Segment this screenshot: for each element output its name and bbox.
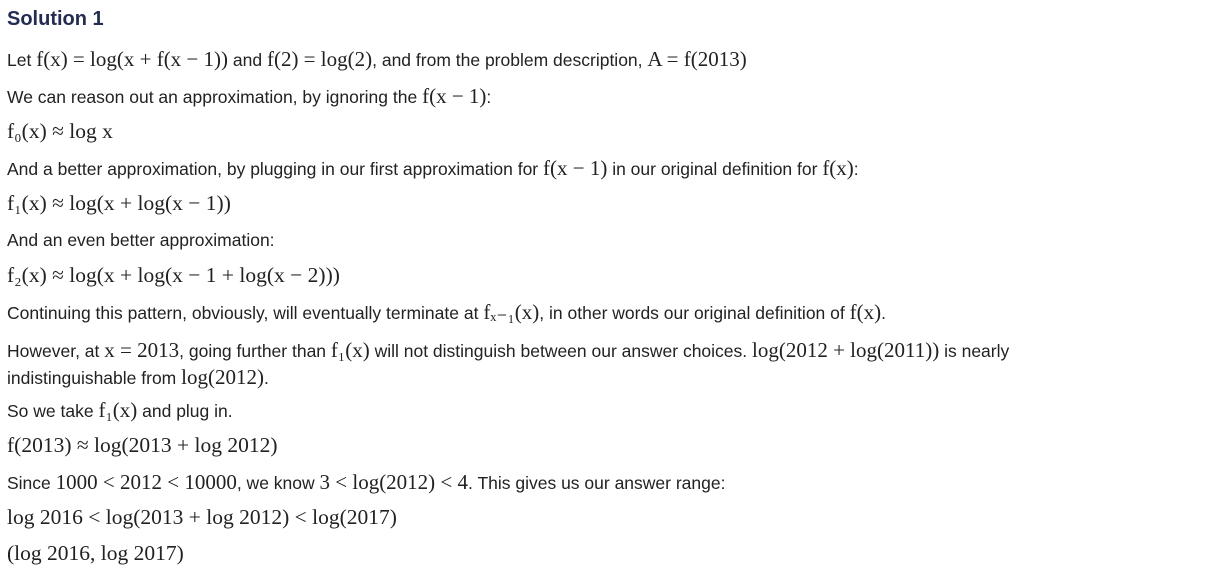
math-expression: f(x) bbox=[822, 156, 854, 180]
text-segment: and plug in. bbox=[137, 401, 233, 421]
math-expression: f(2) = log(2) bbox=[266, 47, 373, 71]
math-expression: f(x − 1) bbox=[422, 84, 487, 108]
math-expression: A = f(2013) bbox=[647, 47, 747, 71]
math-expression: 3 < log(2012) < 4 bbox=[319, 470, 469, 494]
math-expression: f₀(x) ≈ log x bbox=[7, 119, 113, 143]
text-line bbox=[7, 157, 859, 180]
text-segment: Let bbox=[7, 50, 37, 70]
text-line bbox=[7, 48, 747, 71]
text-segment: . bbox=[881, 303, 886, 323]
math-expression: fₓ₋₁(x) bbox=[483, 300, 540, 324]
math-expression: f₁(x) bbox=[330, 338, 370, 362]
math-expression: f₁(x) ≈ log(x + log(x − 1)) bbox=[7, 191, 231, 215]
math-display-line bbox=[7, 192, 231, 215]
text-segment: in our original definition for bbox=[607, 159, 823, 179]
math-display-line bbox=[7, 264, 340, 287]
math-expression: log 2016 < log(2013 + log 2012) < log(2017) bbox=[7, 505, 397, 529]
math-display-line bbox=[7, 120, 113, 143]
text-segment: And a better approximation, by plugging in our first approximation for bbox=[7, 159, 543, 179]
text-line bbox=[7, 85, 491, 108]
text-segment: will not distinguish between our answer choices. bbox=[369, 341, 753, 361]
math-expression: f₂(x) ≈ log(x + log(x − 1 + log(x − 2))) bbox=[7, 263, 340, 287]
text-line bbox=[7, 471, 725, 494]
math-display-line bbox=[7, 506, 397, 529]
text-segment: , and from the problem description, bbox=[372, 50, 648, 70]
text-line bbox=[7, 399, 233, 422]
text-segment: Since bbox=[7, 473, 56, 493]
text-segment: , going further than bbox=[179, 341, 331, 361]
solution-heading: Solution 1 bbox=[7, 8, 104, 30]
text-segment: , we know bbox=[236, 473, 320, 493]
math-expression: f(x) = log(x + f(x − 1)) bbox=[36, 47, 229, 71]
math-expression: log(2012) bbox=[181, 365, 264, 389]
math-display-line bbox=[7, 434, 278, 457]
math-display-line bbox=[7, 542, 184, 565]
text-segment: And an even better approximation: bbox=[7, 230, 275, 250]
text-segment: Continuing this pattern, obviously, will eventually terminate at bbox=[7, 303, 484, 323]
text-segment: is nearly indistinguishable from bbox=[7, 341, 1010, 388]
math-expression: f(x − 1) bbox=[543, 156, 608, 180]
math-expression: log(2012 + log(2011)) bbox=[752, 338, 940, 362]
text-segment: , in other words our original definition of bbox=[539, 303, 850, 323]
math-expression: f(x) bbox=[849, 300, 882, 324]
text-segment: However, at bbox=[7, 341, 105, 361]
math-expression: f(2013) ≈ log(2013 + log 2012) bbox=[7, 433, 278, 457]
text-segment: : bbox=[853, 159, 859, 179]
text-segment: : bbox=[486, 87, 492, 107]
text-segment: and bbox=[228, 50, 267, 70]
text-segment: We can reason out an approximation, by ignoring the bbox=[7, 87, 423, 107]
text-line bbox=[7, 301, 886, 324]
math-expression: 1000 < 2012 < 10000 bbox=[55, 470, 237, 494]
math-expression: x = 2013 bbox=[104, 338, 180, 362]
text-line bbox=[7, 337, 1127, 391]
math-expression: f₁(x) bbox=[98, 398, 138, 422]
math-expression: (log 2016, log 2017) bbox=[7, 541, 184, 565]
text-segment: . bbox=[263, 368, 269, 388]
text-line bbox=[7, 229, 275, 251]
text-segment: . This gives us our answer range: bbox=[468, 473, 726, 493]
text-segment: So we take bbox=[7, 401, 99, 421]
